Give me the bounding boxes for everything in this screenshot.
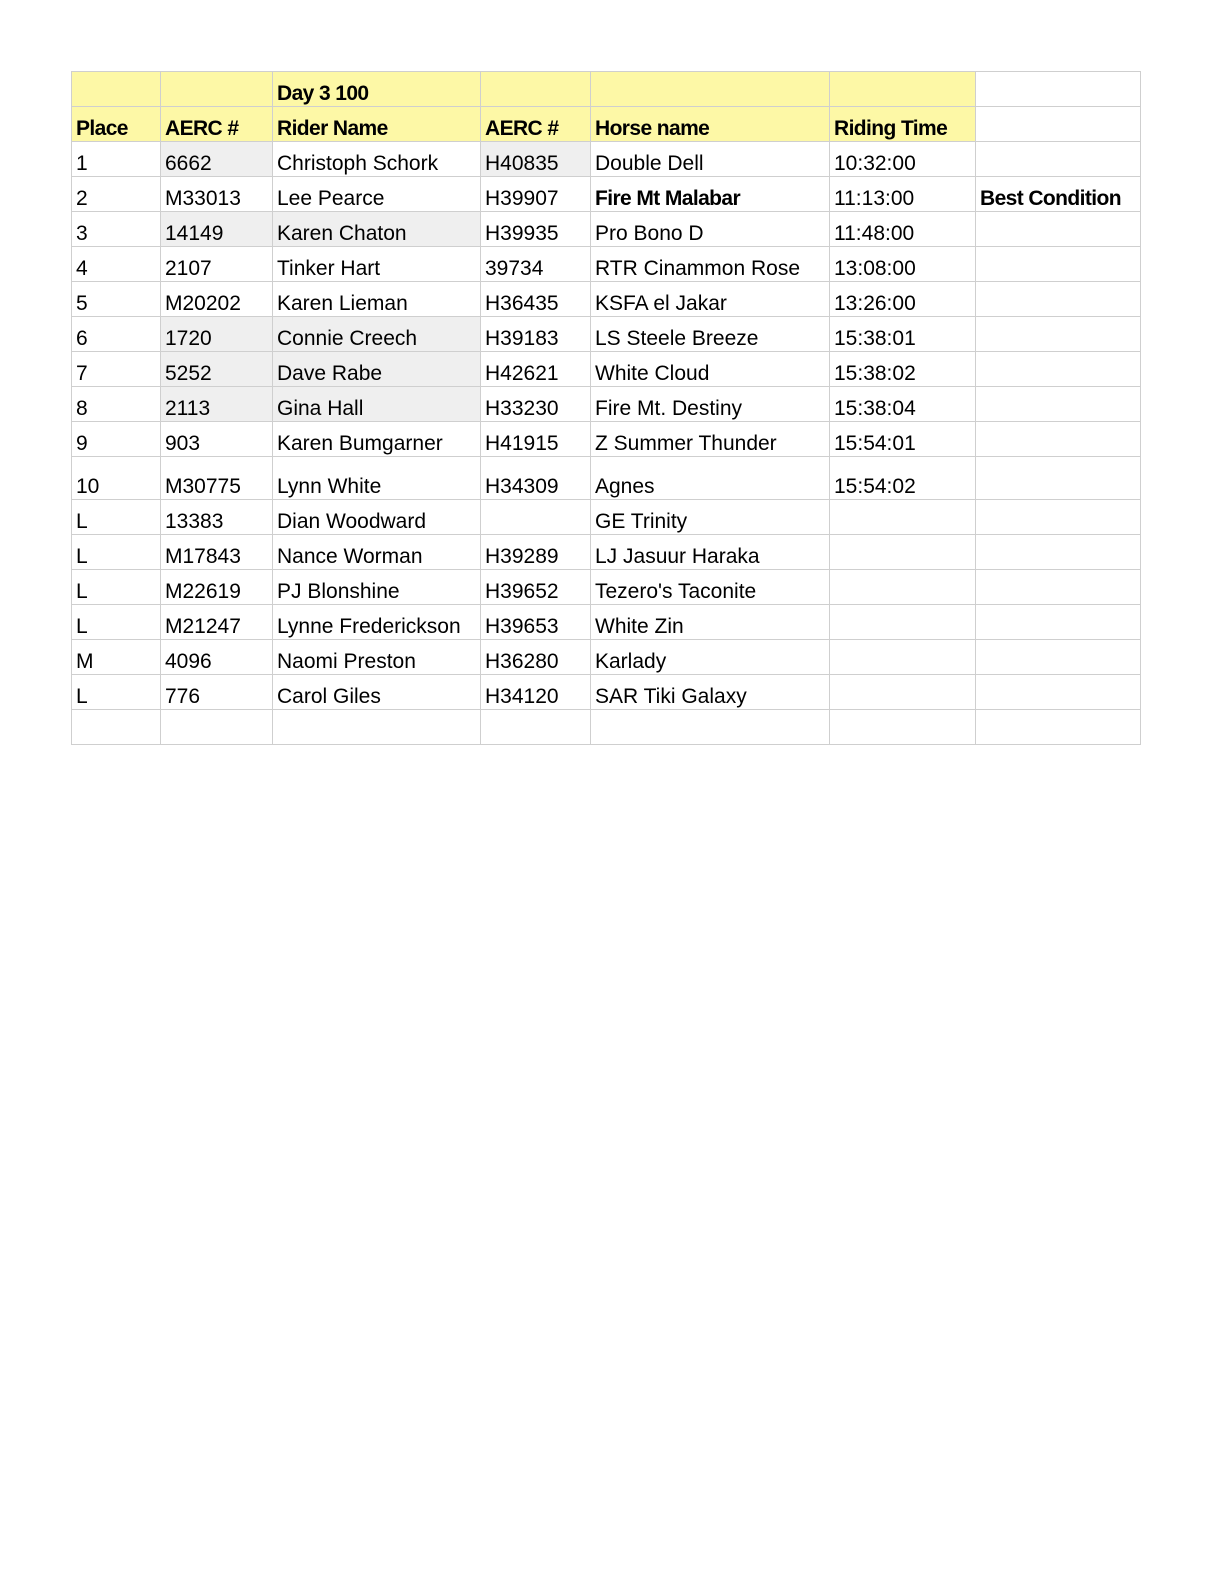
place-cell: 6	[72, 317, 161, 352]
table-row	[72, 675, 1141, 710]
place-cell: 7	[72, 352, 161, 387]
title-cell-empty	[830, 72, 976, 107]
horse-name-cell: LJ Jasuur Haraka	[591, 535, 830, 570]
award-cell	[976, 640, 1141, 675]
empty-cell	[72, 710, 161, 745]
rider-name-cell: Naomi Preston	[273, 640, 481, 675]
empty-row	[72, 710, 1141, 745]
header-row	[72, 107, 1141, 142]
rider-name-cell: Christoph Schork	[273, 142, 481, 177]
table-row	[72, 422, 1141, 457]
riding-time-cell	[830, 605, 976, 640]
horse-aerc-cell: H39183	[481, 317, 591, 352]
horse-name-cell: RTR Cinammon Rose	[591, 247, 830, 282]
place-cell: 4	[72, 247, 161, 282]
place-cell: 1	[72, 142, 161, 177]
title-cell-empty	[976, 72, 1141, 107]
horse-name-cell: Double Dell	[591, 142, 830, 177]
horse-name-cell: LS Steele Breeze	[591, 317, 830, 352]
riding-time-cell: 15:38:01	[830, 317, 976, 352]
rider-aerc-cell: 2113	[161, 387, 273, 422]
rider-aerc-cell: 14149	[161, 212, 273, 247]
table-title: Day 3 100	[273, 72, 481, 107]
riding-time-cell: 15:54:02	[830, 457, 976, 500]
table-row	[72, 212, 1141, 247]
award-cell	[976, 570, 1141, 605]
rider-name-cell: Karen Lieman	[273, 282, 481, 317]
riding-time-cell	[830, 640, 976, 675]
award-cell	[976, 352, 1141, 387]
empty-cell	[591, 710, 830, 745]
award-cell	[976, 675, 1141, 710]
award-cell	[976, 605, 1141, 640]
header-place: Place	[72, 107, 161, 142]
riding-time-cell: 10:32:00	[830, 142, 976, 177]
horse-aerc-cell: H41915	[481, 422, 591, 457]
horse-aerc-cell: H39652	[481, 570, 591, 605]
horse-name-cell: Karlady	[591, 640, 830, 675]
rider-name-cell: Dian Woodward	[273, 500, 481, 535]
riding-time-cell: 15:38:04	[830, 387, 976, 422]
riding-time-cell: 13:08:00	[830, 247, 976, 282]
rider-aerc-cell: 4096	[161, 640, 273, 675]
header-riding-time: Riding Time	[830, 107, 976, 142]
rider-aerc-cell: M21247	[161, 605, 273, 640]
horse-aerc-cell: H36280	[481, 640, 591, 675]
riding-time-cell	[830, 570, 976, 605]
award-cell: Best Condition	[976, 177, 1141, 212]
place-cell: 8	[72, 387, 161, 422]
empty-cell	[830, 710, 976, 745]
horse-name-cell: SAR Tiki Galaxy	[591, 675, 830, 710]
horse-name-cell: White Zin	[591, 605, 830, 640]
empty-cell	[273, 710, 481, 745]
horse-aerc-cell: H40835	[481, 142, 591, 177]
rider-name-cell: Gina Hall	[273, 387, 481, 422]
rider-aerc-cell: M17843	[161, 535, 273, 570]
rider-aerc-cell: 2107	[161, 247, 273, 282]
riding-time-cell: 11:13:00	[830, 177, 976, 212]
header-horse-aerc: AERC #	[481, 107, 591, 142]
header-award	[976, 107, 1141, 142]
rider-aerc-cell: 903	[161, 422, 273, 457]
table-row	[72, 247, 1141, 282]
rider-aerc-cell: M20202	[161, 282, 273, 317]
table-row	[72, 317, 1141, 352]
place-cell: L	[72, 675, 161, 710]
horse-aerc-cell: H39653	[481, 605, 591, 640]
riding-time-cell: 15:54:01	[830, 422, 976, 457]
riding-time-cell	[830, 675, 976, 710]
table-row	[72, 570, 1141, 605]
horse-name-cell: Pro Bono D	[591, 212, 830, 247]
place-cell: L	[72, 500, 161, 535]
place-cell: 2	[72, 177, 161, 212]
header-rider-aerc: AERC #	[161, 107, 273, 142]
horse-aerc-cell	[481, 500, 591, 535]
rider-aerc-cell: M22619	[161, 570, 273, 605]
award-cell	[976, 500, 1141, 535]
award-cell	[976, 387, 1141, 422]
table-row	[72, 142, 1141, 177]
horse-aerc-cell: 39734	[481, 247, 591, 282]
place-cell: L	[72, 535, 161, 570]
title-cell-empty	[161, 72, 273, 107]
award-cell	[976, 247, 1141, 282]
riding-time-cell	[830, 535, 976, 570]
title-cell-empty	[591, 72, 830, 107]
rider-name-cell: Connie Creech	[273, 317, 481, 352]
table-row	[72, 177, 1141, 212]
rider-name-cell: Dave Rabe	[273, 352, 481, 387]
rider-name-cell: Lynn White	[273, 457, 481, 500]
horse-aerc-cell: H34309	[481, 457, 591, 500]
rider-name-cell: Nance Worman	[273, 535, 481, 570]
award-cell	[976, 317, 1141, 352]
horse-aerc-cell: H39289	[481, 535, 591, 570]
table-row	[72, 282, 1141, 317]
award-cell	[976, 212, 1141, 247]
rider-name-cell: Lee Pearce	[273, 177, 481, 212]
empty-cell	[481, 710, 591, 745]
empty-cell	[976, 710, 1141, 745]
rider-aerc-cell: 5252	[161, 352, 273, 387]
table-row	[72, 352, 1141, 387]
rider-aerc-cell: 1720	[161, 317, 273, 352]
table-row	[72, 535, 1141, 570]
horse-aerc-cell: H36435	[481, 282, 591, 317]
rider-aerc-cell: M30775	[161, 457, 273, 500]
horse-name-cell: Tezero's Taconite	[591, 570, 830, 605]
table-row	[72, 387, 1141, 422]
award-cell	[976, 422, 1141, 457]
rider-name-cell: Karen Bumgarner	[273, 422, 481, 457]
place-cell: 9	[72, 422, 161, 457]
table-row	[72, 605, 1141, 640]
riding-time-cell: 11:48:00	[830, 212, 976, 247]
place-cell: L	[72, 570, 161, 605]
horse-aerc-cell: H33230	[481, 387, 591, 422]
title-cell-empty	[481, 72, 591, 107]
table-row	[72, 500, 1141, 535]
horse-name-cell: Fire Mt Malabar	[591, 177, 830, 212]
place-cell: 5	[72, 282, 161, 317]
rider-aerc-cell: 6662	[161, 142, 273, 177]
title-row	[72, 72, 1141, 107]
award-cell	[976, 457, 1141, 500]
results-table	[71, 71, 1141, 745]
horse-aerc-cell: H39907	[481, 177, 591, 212]
riding-time-cell: 15:38:02	[830, 352, 976, 387]
rider-aerc-cell: M33013	[161, 177, 273, 212]
rider-name-cell: Lynne Frederickson	[273, 605, 481, 640]
riding-time-cell: 13:26:00	[830, 282, 976, 317]
table-row	[72, 640, 1141, 675]
place-cell: L	[72, 605, 161, 640]
title-cell-empty	[72, 72, 161, 107]
award-cell	[976, 142, 1141, 177]
place-cell: 3	[72, 212, 161, 247]
rider-name-cell: PJ Blonshine	[273, 570, 481, 605]
place-cell: M	[72, 640, 161, 675]
riding-time-cell	[830, 500, 976, 535]
horse-aerc-cell: H42621	[481, 352, 591, 387]
rider-name-cell: Karen Chaton	[273, 212, 481, 247]
horse-name-cell: KSFA el Jakar	[591, 282, 830, 317]
horse-aerc-cell: H39935	[481, 212, 591, 247]
rider-aerc-cell: 776	[161, 675, 273, 710]
header-rider-name: Rider Name	[273, 107, 481, 142]
horse-name-cell: Fire Mt. Destiny	[591, 387, 830, 422]
horse-name-cell: GE Trinity	[591, 500, 830, 535]
horse-aerc-cell: H34120	[481, 675, 591, 710]
award-cell	[976, 282, 1141, 317]
horse-name-cell: White Cloud	[591, 352, 830, 387]
award-cell	[976, 535, 1141, 570]
place-cell: 10	[72, 457, 161, 500]
table-row	[72, 457, 1141, 500]
empty-cell	[161, 710, 273, 745]
rider-name-cell: Tinker Hart	[273, 247, 481, 282]
rider-aerc-cell: 13383	[161, 500, 273, 535]
rider-name-cell: Carol Giles	[273, 675, 481, 710]
header-horse-name: Horse name	[591, 107, 830, 142]
horse-name-cell: Agnes	[591, 457, 830, 500]
horse-name-cell: Z Summer Thunder	[591, 422, 830, 457]
